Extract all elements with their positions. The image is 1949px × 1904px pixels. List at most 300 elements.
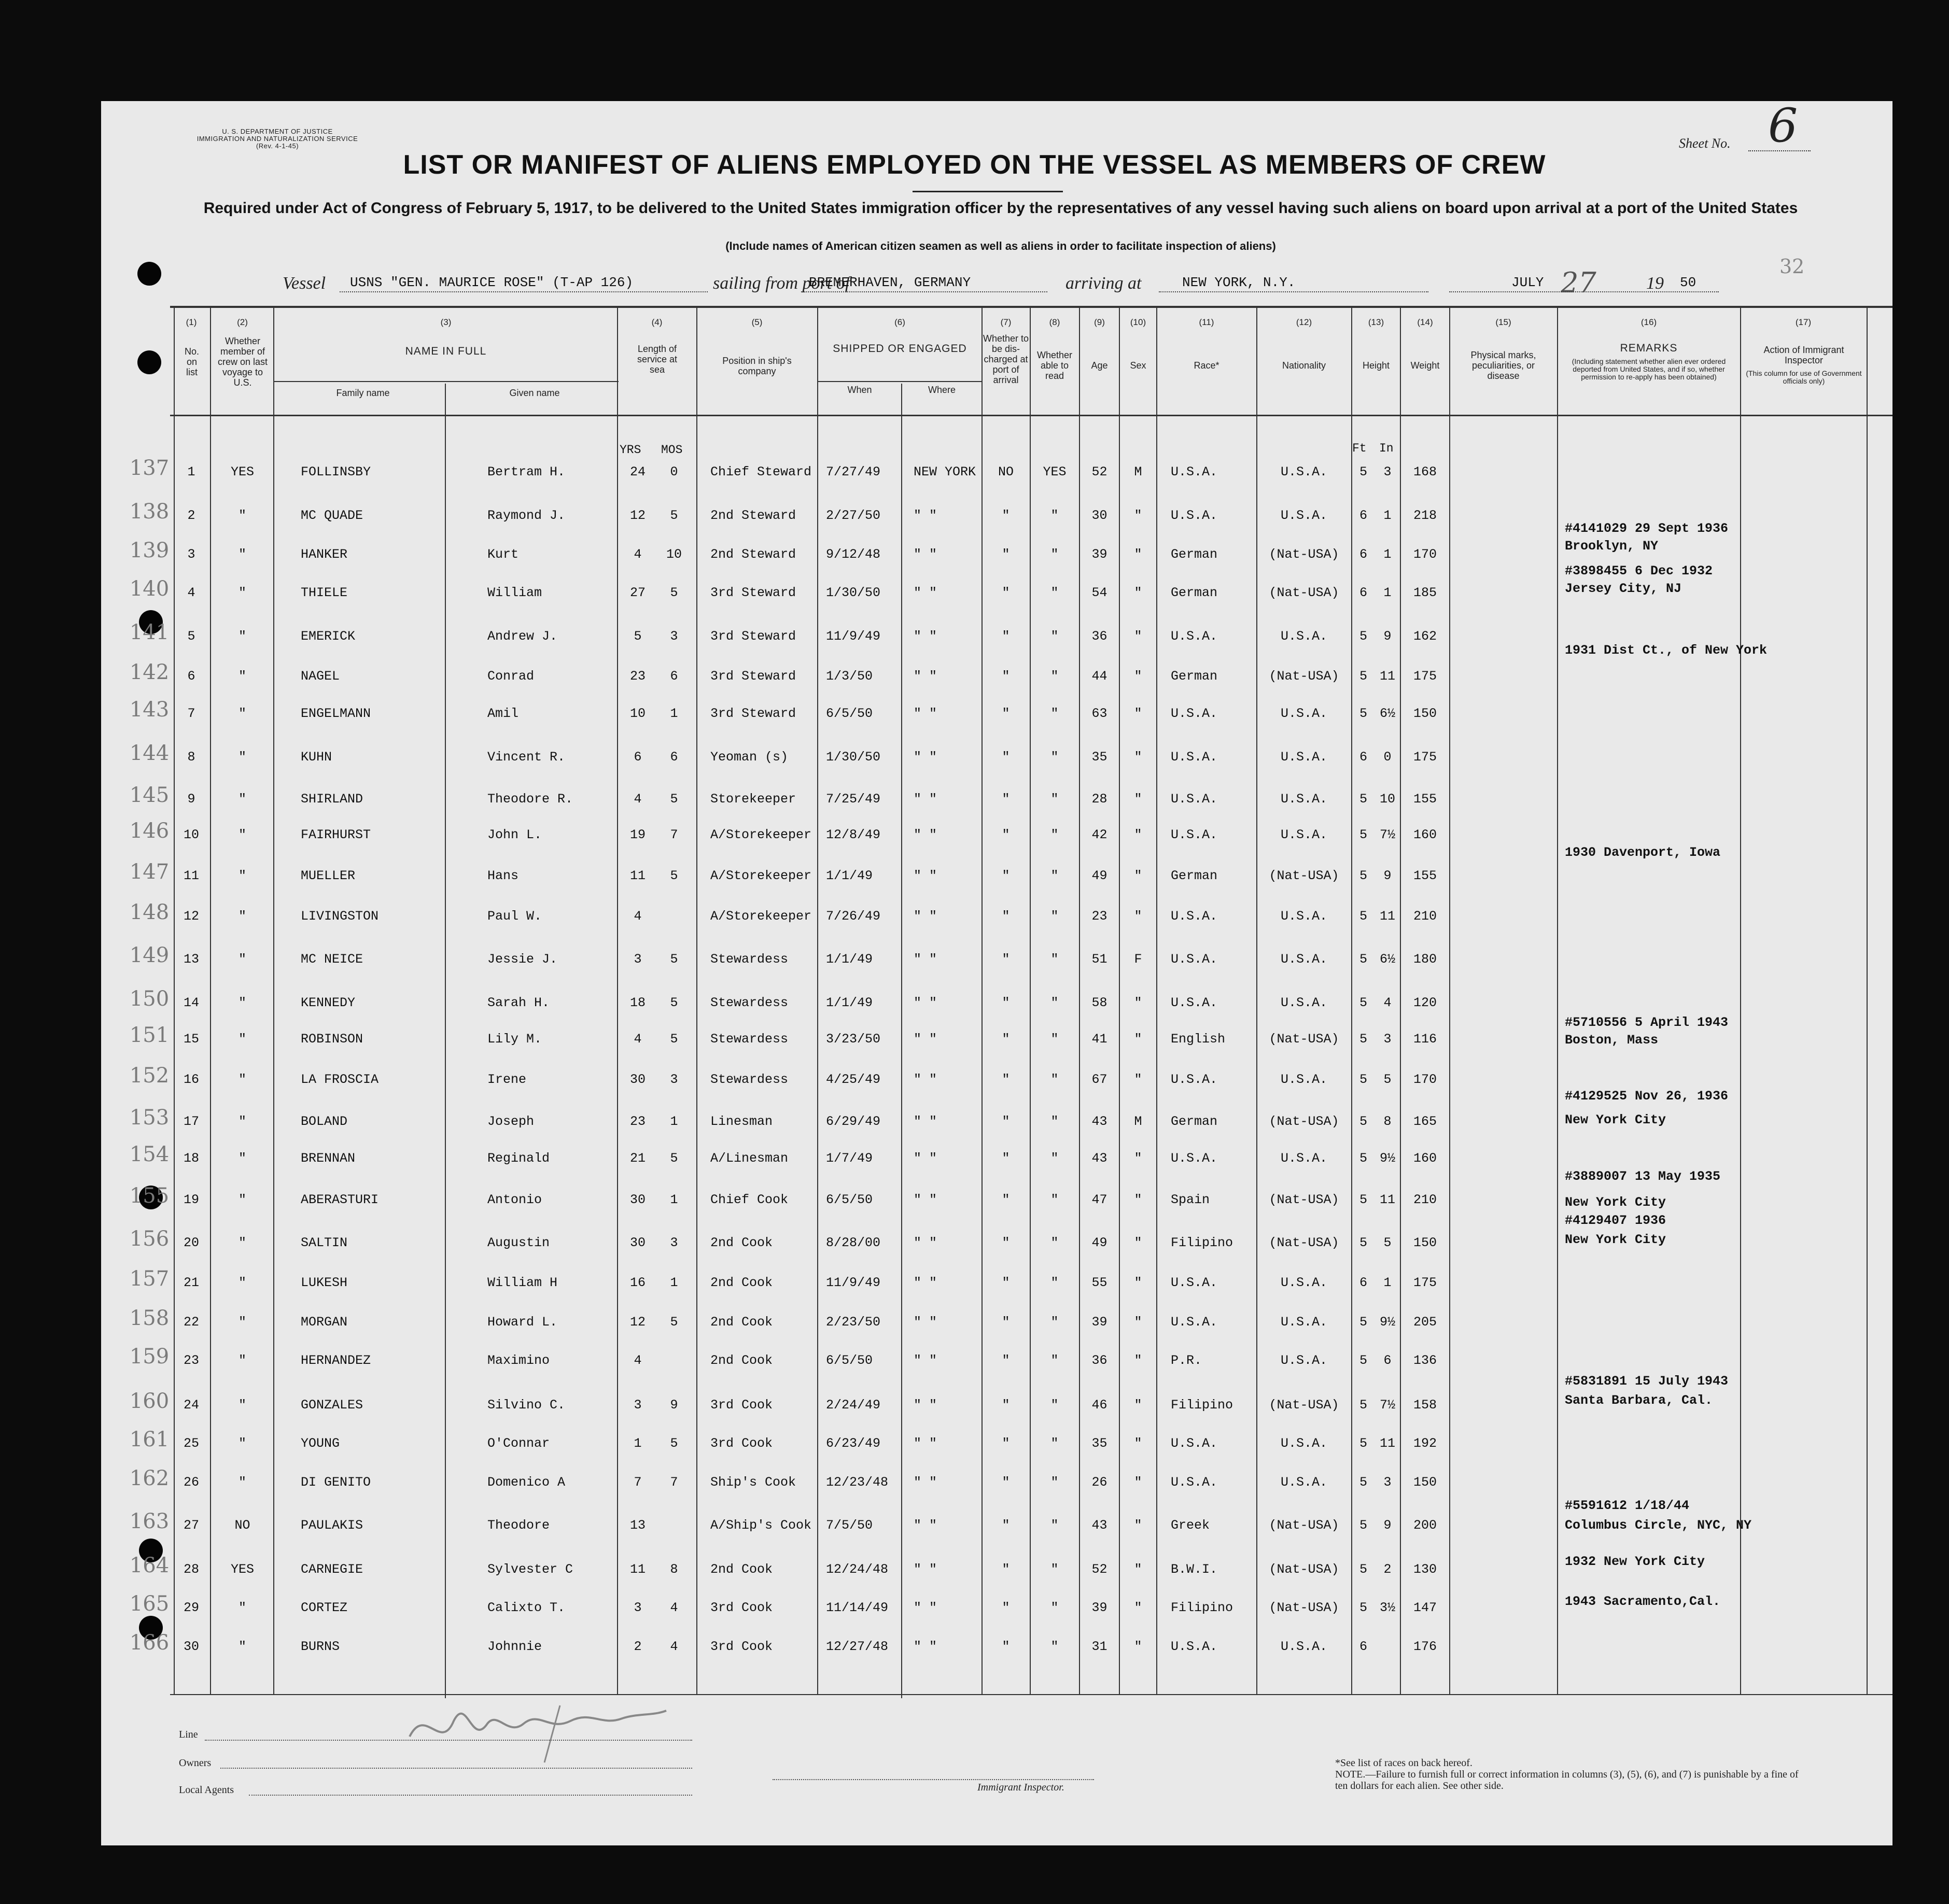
cell-mos: 5 [670,1436,678,1451]
cell-discharged: " [1002,629,1010,644]
cell-age: 51 [1091,952,1107,967]
cell-family: MC NEICE [301,952,363,967]
cell-when: 2/24/49 [826,1398,881,1413]
cell-nationality: U.S.A. [1280,1475,1327,1490]
cell-prev: " [238,868,246,883]
cell-in: 9½ [1379,1315,1395,1330]
cell-family: HERNANDEZ [301,1353,371,1368]
cell-weight: 160 [1413,827,1437,842]
cell-age: 23 [1091,909,1107,924]
cell-ft: 5 [1359,1114,1367,1129]
cell-age: 52 [1091,1562,1107,1577]
cell-discharged: " [1002,827,1010,842]
cell-read: " [1050,909,1059,924]
page-row-number: 158 [129,1306,170,1330]
cell-yrs: 18 [629,995,646,1010]
cell-read: " [1050,750,1059,765]
inspector-signature [404,1674,674,1768]
footer-inspector-label: Immigrant Inspector. [977,1782,1064,1793]
cell-weight: 175 [1413,669,1437,684]
cell-ft: 5 [1359,1562,1367,1577]
page-row-number: 141 [129,620,170,644]
cell-weight: 162 [1413,629,1437,644]
cell-read: " [1050,706,1059,721]
cell-nationality: (Nat-USA) [1269,1600,1339,1615]
cell-position: 3rd Steward [710,669,796,684]
cell-sex: " [1134,547,1142,562]
cell-nationality: U.S.A. [1280,1072,1327,1087]
cell-read: YES [1043,464,1067,479]
cell-no: 6 [187,669,195,684]
cell-position: 3rd Steward [710,585,796,600]
remark-line: #3898455 6 Dec 1932 [1565,563,1713,579]
dotted-line [1449,291,1719,292]
cell-when: 12/8/49 [826,827,881,842]
cell-in: 5 [1383,1235,1392,1250]
cell-no: 21 [183,1275,199,1290]
cell-sex: " [1134,706,1142,721]
cell-no: 9 [187,792,195,807]
cell-family: CARNEGIE [301,1562,363,1577]
cell-yrs: 4 [634,547,642,562]
cell-where: " " [914,1151,937,1166]
cell-age: 39 [1091,1600,1107,1615]
cell-age: 35 [1091,1436,1107,1451]
cell-prev: YES [230,1562,254,1577]
cell-prev: " [238,1235,246,1250]
cell-in: 5 [1383,1072,1392,1087]
cell-weight: 150 [1413,1475,1437,1490]
cell-position: Stewardess [710,995,789,1010]
cell-given: Reginald [487,1151,550,1166]
cell-race: Greek [1171,1518,1210,1533]
cell-given: Hans [487,868,519,883]
cell-discharged: " [1002,1600,1010,1615]
cell-no: 12 [183,909,199,924]
cell-race: German [1171,585,1218,600]
cell-sex: " [1134,792,1142,807]
cell-where: " " [914,1192,937,1207]
cell-read: " [1050,1275,1059,1290]
cell-position: 3rd Steward [710,706,796,721]
cell-read: " [1050,1562,1059,1577]
cell-in: 1 [1383,508,1392,523]
arriving-port: NEW YORK, N.Y. [1182,275,1296,290]
footer-note: NOTE.—Failure to furnish full or correct information in columns (3), (5), (6), and (7) is punishable by a fine of ten dollars for each alien. See other side. [1335,1769,1799,1792]
cell-in: 11 [1379,1192,1395,1207]
vessel-label: Vessel [283,274,326,293]
cell-nationality: U.S.A. [1280,1353,1327,1368]
cell-read: " [1050,669,1059,684]
cell-given: Domenico A [487,1475,566,1490]
cell-nationality: U.S.A. [1280,995,1327,1010]
remark-line: #5831891 15 July 1943 [1565,1374,1729,1389]
cell-when: 12/27/48 [826,1639,889,1654]
page-row-number: 140 [129,577,170,601]
cell-when: 3/23/50 [826,1032,881,1047]
cell-position: Chief Steward [710,464,812,479]
cell-family: ENGELMANN [301,706,371,721]
cell-race: B.W.I. [1171,1562,1218,1577]
cell-sex: " [1134,1151,1142,1166]
cell-mos: 6 [670,750,678,765]
footer-owners-field [220,1768,692,1769]
sailing-port: BREMERHAVEN, GERMANY [809,275,971,290]
cell-in: 1 [1383,585,1392,600]
cell-yrs: 4 [634,792,642,807]
cell-read: " [1050,1235,1059,1250]
page-row-number: 153 [129,1106,170,1130]
cell-sex: " [1134,1562,1142,1577]
col-num: (13) [1368,317,1384,327]
cell-in: 7½ [1379,827,1395,842]
footer-inspector-field [773,1779,1094,1780]
col-num: (15) [1495,317,1511,327]
cell-when: 7/26/49 [826,909,881,924]
arrival-day: 27 [1561,266,1596,299]
cell-age: 67 [1091,1072,1107,1087]
cell-position: Stewardess [710,1072,789,1087]
corner-number: 32 [1779,255,1805,278]
cell-race: U.S.A. [1171,1275,1218,1290]
cell-in: 4 [1383,995,1392,1010]
cell-weight: 192 [1413,1436,1437,1451]
cell-weight: 210 [1413,1192,1437,1207]
cell-race: U.S.A. [1171,1639,1218,1654]
table-top-rule [170,306,1892,308]
col-num: (4) [651,317,663,327]
cell-weight: 170 [1413,547,1437,562]
remark-line: 1943 Sacramento,Cal. [1565,1594,1721,1609]
header-age: Age [1091,360,1108,371]
cell-when: 12/23/48 [826,1475,889,1490]
column-rule [696,307,697,1694]
cell-prev: " [238,669,246,684]
cell-given: Kurt [487,547,519,562]
vessel-name: USNS "GEN. MAURICE ROSE" (T-AP 126) [350,275,634,290]
cell-mos: 5 [670,868,678,883]
cell-weight: 165 [1413,1114,1437,1129]
cell-sex: " [1134,995,1142,1010]
header-service-length: Length of service at sea [637,344,678,375]
cell-given: Conrad [487,669,535,684]
cell-prev: " [238,1315,246,1330]
page-row-number: 162 [129,1466,170,1490]
cell-read: " [1050,1032,1059,1047]
cell-sex: " [1134,1475,1142,1490]
cell-family: LA FROSCIA [301,1072,379,1087]
cell-mos: 10 [666,547,682,562]
cell-position: 2nd Cook [710,1275,773,1290]
sheet-underline [1748,150,1811,151]
cell-family: GONZALES [301,1398,363,1413]
cell-where: " " [914,1639,937,1654]
cell-prev: " [238,706,246,721]
cell-no: 1 [187,464,195,479]
cell-position: 3rd Cook [710,1600,773,1615]
cell-no: 18 [183,1151,199,1166]
remark-line: #5710556 5 April 1943 [1565,1015,1729,1030]
header-no-on-list: No. on list [184,346,199,377]
cell-age: 31 [1091,1639,1107,1654]
cell-discharged: " [1002,995,1010,1010]
cell-nationality: U.S.A. [1280,792,1327,807]
subheader-rule [817,381,981,382]
cell-yrs: 21 [629,1151,646,1166]
cell-yrs: 4 [634,1032,642,1047]
cell-prev: " [238,995,246,1010]
cell-read: " [1050,952,1059,967]
cell-yrs: 30 [629,1072,646,1087]
cell-given: Irene [487,1072,527,1087]
cell-position: Chief Cook [710,1192,789,1207]
cell-weight: 130 [1413,1562,1437,1577]
cell-ft: 6 [1359,547,1367,562]
cell-in: 9½ [1379,1151,1395,1166]
footer-line-label: Line [179,1729,198,1740]
cell-mos: 5 [670,1032,678,1047]
unit-in: In [1379,442,1394,455]
cell-no: 20 [183,1235,199,1250]
cell-no: 25 [183,1436,199,1451]
cell-prev: " [238,1072,246,1087]
cell-race: U.S.A. [1171,1436,1218,1451]
column-rule [1740,307,1741,1694]
cell-given: Vincent R. [487,750,566,765]
cell-yrs: 1 [634,1436,642,1451]
cell-nationality: U.S.A. [1280,952,1327,967]
cell-where: " " [914,1275,937,1290]
cell-sex: " [1134,1192,1142,1207]
cell-family: LUKESH [301,1275,348,1290]
cell-no: 7 [187,706,195,721]
header-weight: Weight [1410,360,1440,371]
cell-nationality: U.S.A. [1280,909,1327,924]
cell-read: " [1050,1398,1059,1413]
cell-weight: 175 [1413,750,1437,765]
cell-ft: 5 [1359,669,1367,684]
cell-when: 7/27/49 [826,464,881,479]
cell-given: Lily M. [487,1032,542,1047]
cell-prev: " [238,585,246,600]
subheader-rule [273,381,619,382]
remark-line: New York City [1565,1195,1666,1210]
cell-position: 2nd Cook [710,1315,773,1330]
col-num: (16) [1640,317,1657,327]
cell-age: 49 [1091,868,1107,883]
department-heading [174,128,381,150]
cell-yrs: 6 [634,750,642,765]
cell-when: 6/5/50 [826,1353,873,1368]
arrival-month: JULY [1511,275,1544,290]
cell-where: " " [914,1114,937,1129]
cell-where: " " [914,1436,937,1451]
cell-prev: " [238,629,246,644]
cell-yrs: 27 [629,585,646,600]
cell-ft: 5 [1359,1436,1367,1451]
footer-owners-label: Owners [179,1757,212,1769]
cell-position: A/Ship's Cook [710,1518,812,1533]
cell-in: 9 [1383,868,1392,883]
cell-discharged: " [1002,1151,1010,1166]
cell-mos: 3 [670,629,678,644]
unit-mos: MOS [661,443,683,457]
footer-agents-label: Local Agents [179,1784,234,1796]
cell-where: " " [914,1315,937,1330]
cell-when: 8/28/00 [826,1235,881,1250]
cell-mos: 0 [670,464,678,479]
cell-discharged: " [1002,1192,1010,1207]
page-row-number: 152 [129,1064,170,1088]
cell-race: U.S.A. [1171,995,1218,1010]
cell-age: 30 [1091,508,1107,523]
cell-no: 24 [183,1398,199,1413]
cell-race: Filipino [1171,1398,1233,1413]
cell-age: 42 [1091,827,1107,842]
unit-yrs: YRS [620,443,641,457]
cell-family: DI GENITO [301,1475,371,1490]
cell-age: 39 [1091,547,1107,562]
cell-position: A/Storekeeper [710,909,812,924]
cell-read: " [1050,629,1059,644]
cell-race: U.S.A. [1171,464,1218,479]
remark-line: 1932 New York City [1565,1554,1705,1569]
arriving-label: arriving at [1065,274,1142,293]
cell-no: 3 [187,547,195,562]
cell-when: 2/23/50 [826,1315,881,1330]
col-num: (9) [1094,317,1105,327]
cell-sex: " [1134,1072,1142,1087]
punch-hole [137,262,161,286]
cell-where: " " [914,1032,937,1047]
cell-when: 1/30/50 [826,750,881,765]
cell-mos: 5 [670,1315,678,1330]
remark-line: #5591612 1/18/44 [1565,1498,1690,1513]
cell-in: 11 [1379,909,1395,924]
page-row-number: 143 [129,698,170,722]
cell-mos: 5 [670,995,678,1010]
page-row-number: 145 [129,783,170,807]
cell-given: Jessie J. [487,952,558,967]
cell-read: " [1050,585,1059,600]
header-name-in-full: NAME IN FULL [405,345,487,357]
cell-nationality: (Nat-USA) [1269,1518,1339,1533]
cell-ft: 6 [1359,750,1367,765]
cell-race: U.S.A. [1171,952,1218,967]
cell-mos: 6 [670,669,678,684]
cell-when: 6/29/49 [826,1114,881,1129]
cell-yrs: 23 [629,669,646,684]
cell-when: 2/27/50 [826,508,881,523]
cell-nationality: U.S.A. [1280,827,1327,842]
cell-nationality: U.S.A. [1280,1151,1327,1166]
cell-family: HANKER [301,547,348,562]
cell-weight: 160 [1413,1151,1437,1166]
cell-when: 4/25/49 [826,1072,881,1087]
cell-ft: 5 [1359,792,1367,807]
cell-race: P.R. [1171,1353,1202,1368]
cell-discharged: " [1002,952,1010,967]
footer-line-field [205,1740,692,1741]
cell-when: 9/12/48 [826,547,881,562]
dept-line: IMMIGRATION AND NATURALIZATION SERVICE [197,135,358,143]
cell-ft: 5 [1359,464,1367,479]
cell-mos: 4 [670,1639,678,1654]
remark-line: 1931 Dist Ct., of New York [1565,643,1768,658]
cell-ft: 5 [1359,868,1367,883]
cell-position: A/Storekeeper [710,868,812,883]
cell-read: " [1050,508,1059,523]
cell-prev: " [238,750,246,765]
column-rule [1557,307,1558,1694]
sheet-label: Sheet No. [1679,136,1731,151]
page-row-number: 138 [129,500,170,524]
header-sex: Sex [1130,360,1146,371]
header-discharged: Whether to be dis- charged at port of arrival [983,333,1029,385]
cell-sex: F [1134,952,1142,967]
cell-sex: " [1134,1518,1142,1533]
cell-in: 3 [1383,1475,1392,1490]
cell-discharged: " [1002,868,1010,883]
cell-position: Linesman [710,1114,773,1129]
cell-where: " " [914,1562,937,1577]
cell-family: THIELE [301,585,348,600]
cell-position: 2nd Cook [710,1235,773,1250]
cell-age: 39 [1091,1315,1107,1330]
cell-sex: " [1134,868,1142,883]
cell-race: Filipino [1171,1600,1233,1615]
cell-no: 15 [183,1032,199,1047]
cell-ft: 5 [1359,952,1367,967]
cell-position: 2nd Cook [710,1353,773,1368]
cell-weight: 205 [1413,1315,1437,1330]
cell-given: William H [487,1275,558,1290]
cell-discharged: " [1002,1315,1010,1330]
cell-no: 10 [183,827,199,842]
cell-discharged: " [1002,1436,1010,1451]
cell-sex: " [1134,508,1142,523]
cell-where: " " [914,706,937,721]
cell-when: 1/1/49 [826,868,873,883]
cell-discharged: " [1002,585,1010,600]
page-row-number: 150 [129,987,170,1011]
cell-family: FOLLINSBY [301,464,371,479]
cell-given: Andrew J. [487,629,558,644]
cell-weight: 180 [1413,952,1437,967]
cell-mos: 3 [670,1235,678,1250]
cell-ft: 5 [1359,909,1367,924]
cell-position: 3rd Cook [710,1639,773,1654]
page-row-number: 137 [129,456,170,480]
column-rule [901,384,902,1698]
cell-nationality: U.S.A. [1280,1315,1327,1330]
cell-read: " [1050,1114,1059,1129]
cell-family: NAGEL [301,669,340,684]
cell-race: German [1171,547,1218,562]
cell-read: " [1050,1475,1059,1490]
cell-mos: 7 [670,827,678,842]
cell-where: " " [914,1600,937,1615]
cell-where: " " [914,827,937,842]
cell-weight: 136 [1413,1353,1437,1368]
cell-ft: 6 [1359,1275,1367,1290]
cell-yrs: 12 [629,508,646,523]
cell-prev: " [238,1151,246,1166]
cell-no: 27 [183,1518,199,1533]
cell-ft: 6 [1359,508,1367,523]
cell-family: LIVINGSTON [301,909,379,924]
footer-agents-field [249,1795,692,1796]
